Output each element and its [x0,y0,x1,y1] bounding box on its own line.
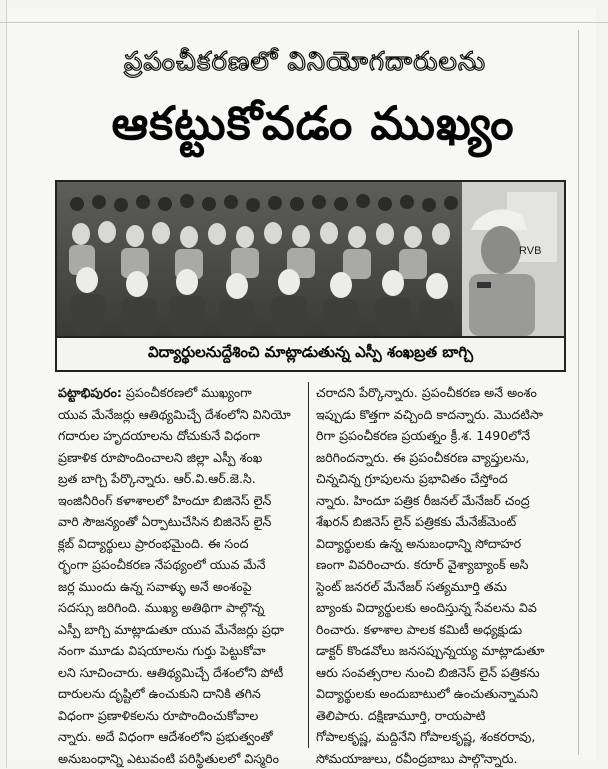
article-line: ఇంజినీరింగ్ కళాశాలలో హిందూ బిజినెస్ లైన్ [58,490,302,512]
article-line: బ్యాంకు విద్యార్థులకు అందిస్తున్న సేవలను వివ [316,597,574,619]
article-line: లని సూచించారు. ఆతిథ్యమిచ్చే దేశంలోని పోటీ [58,662,302,684]
article-headline: ఆకట్టుకోవడం ముఖ్యం [58,96,568,162]
scan-edge-left [6,0,7,768]
article-column-right [316,382,574,750]
article-line: సోమయాజులు, రవీంద్రబాబు పాల్గొన్నారు. [316,748,574,769]
article-line: శేఖరన్ బిజినెస్ లైన్ పత్రికకు మేనేజ్‌మెంట్ [316,511,574,533]
scan-edge-right [578,30,579,755]
photo-sign-text: RVB [519,245,541,257]
article-line: ఆరు సంవత్సరాల నుంచి బిజినెస్ లైన్ పత్రికను [316,662,574,684]
article-line: విద్యార్థులకు ఉన్న అనుబంధాన్ని సోదాహర [316,533,574,555]
article-line: గదారుల హృదయాలను దోచుకునే విధంగా [58,425,302,447]
article-line: దారులను దృష్టిలో ఉంచుకుని దానికి తగిన [58,683,302,705]
article-line: అనుబంధాన్ని ఎటువంటి పరిస్థితులలో విస్మరిం [58,748,302,769]
article-line: రించారు. కళాశాల పాలక కమిటీ అధ్యక్షుడు [316,619,574,641]
audience-photo-illustration [57,182,564,336]
photo-caption: విద్యార్థులనుద్దేశించి మాట్లాడుతున్న ఎస్పీ శంఖబ్రత బాగ్చి [55,338,566,372]
article-line: స్టెంట్ జనరల్ మేనేజర్ సత్యమూర్తి తమ [316,576,574,598]
article-line: వారి సౌజన్యంతో ఏర్పాటుచేసిన బిజినెస్ లైన్ [58,511,302,533]
article-line: చరాదని పేర్కొన్నారు. ప్రపంచీకరణ అనే అంశం [316,382,574,404]
article-line: డాక్టర్ కొండవోలు జనసప్పున్నయ్య మాట్లాడుతూ [316,640,574,662]
article-line: చిన్నచిన్న గ్రూపులను ప్రభావితం చేస్తోంద [316,468,574,490]
article-line: పట్టాభిపురం: ప్రపంచీకరణలో ముఖ్యంగా [58,382,302,404]
article-subheadline: ప్రపంచీకరణలో వినియోగదారులను [70,44,540,86]
article-line: న్నారు. హిందూ పత్రిక రీజనల్ మేనేజర్ చంద్ర [316,490,574,512]
article-line: జరిగిందన్నారు. ఈ ప్రపంచీకరణ వ్యాప్తులను, [316,447,574,469]
column-divider [308,382,309,748]
article-line: ఇప్పుడు కొత్తగా వచ్చింది కాదన్నారు. మొదటిసా [316,404,574,426]
article-line: విధంగా ప్రణాళికలను రూపొందించుకోవాల [58,705,302,727]
article-line: రిగా ప్రపంచీకరణ ప్రయత్నం క్రీ.శ. 1490లోనే [316,425,574,447]
article-line: యువ మేనేజర్లు ఆతిథ్యమిచ్చే దేశంలోని వినియో [58,404,302,426]
article-line: ణంగా వివరించారు. కరూర్ వైశ్యాబ్యాంక్ అసి [316,554,574,576]
article-line: ర్భంగా ప్రపంచీకరణ నేపథ్యంలో యువ మేనే [58,554,302,576]
article-line: న్నారు. అదే విధంగా ఆదేశంలోని ప్రభుత్వంతో [58,726,302,748]
article-line: గోపాలకృష్ణ, మద్దినేని గోపాలకృష్ణ, శంకరరావు, [316,726,574,748]
article-line: జర్ల ముందు ఉన్న సవాళ్ళు అనే అంశంపై [58,576,302,598]
article-dateline: పట్టాభిపురం: [58,385,122,400]
article-line: ప్రణాళిక రూపొందించాలని జిల్లా ఎస్పీ శంఖ [58,447,302,469]
article-line: విద్యార్థులకు అందుబాటులో ఉంచుతున్నామని [316,683,574,705]
article-line: క్లబ్ విద్యార్థులు ప్రారంభమైంది. ఈ సంద [58,533,302,555]
article-line: బ్రత బాగ్చి పేర్కొన్నారు. ఆర్.వి.ఆర్.జె.సి. [58,468,302,490]
scan-edge-top [0,22,608,23]
article-line: తెలిపారు. దక్షిణామూర్తి, రాయపాటి [316,705,574,727]
article-line: నంగా మూడు విషయాలను గుర్తు పెట్టుకోవా [58,640,302,662]
article-line: ఎస్పీ బాగ్చి మాట్లాడుతూ యువ మేనేజర్లు ప్రధా [58,619,302,641]
article-line: సదస్సు జరిగింది. ముఖ్య అతిథిగా పాల్గొన్న [58,597,302,619]
article-column-left [58,382,302,750]
article-photo [55,180,566,338]
